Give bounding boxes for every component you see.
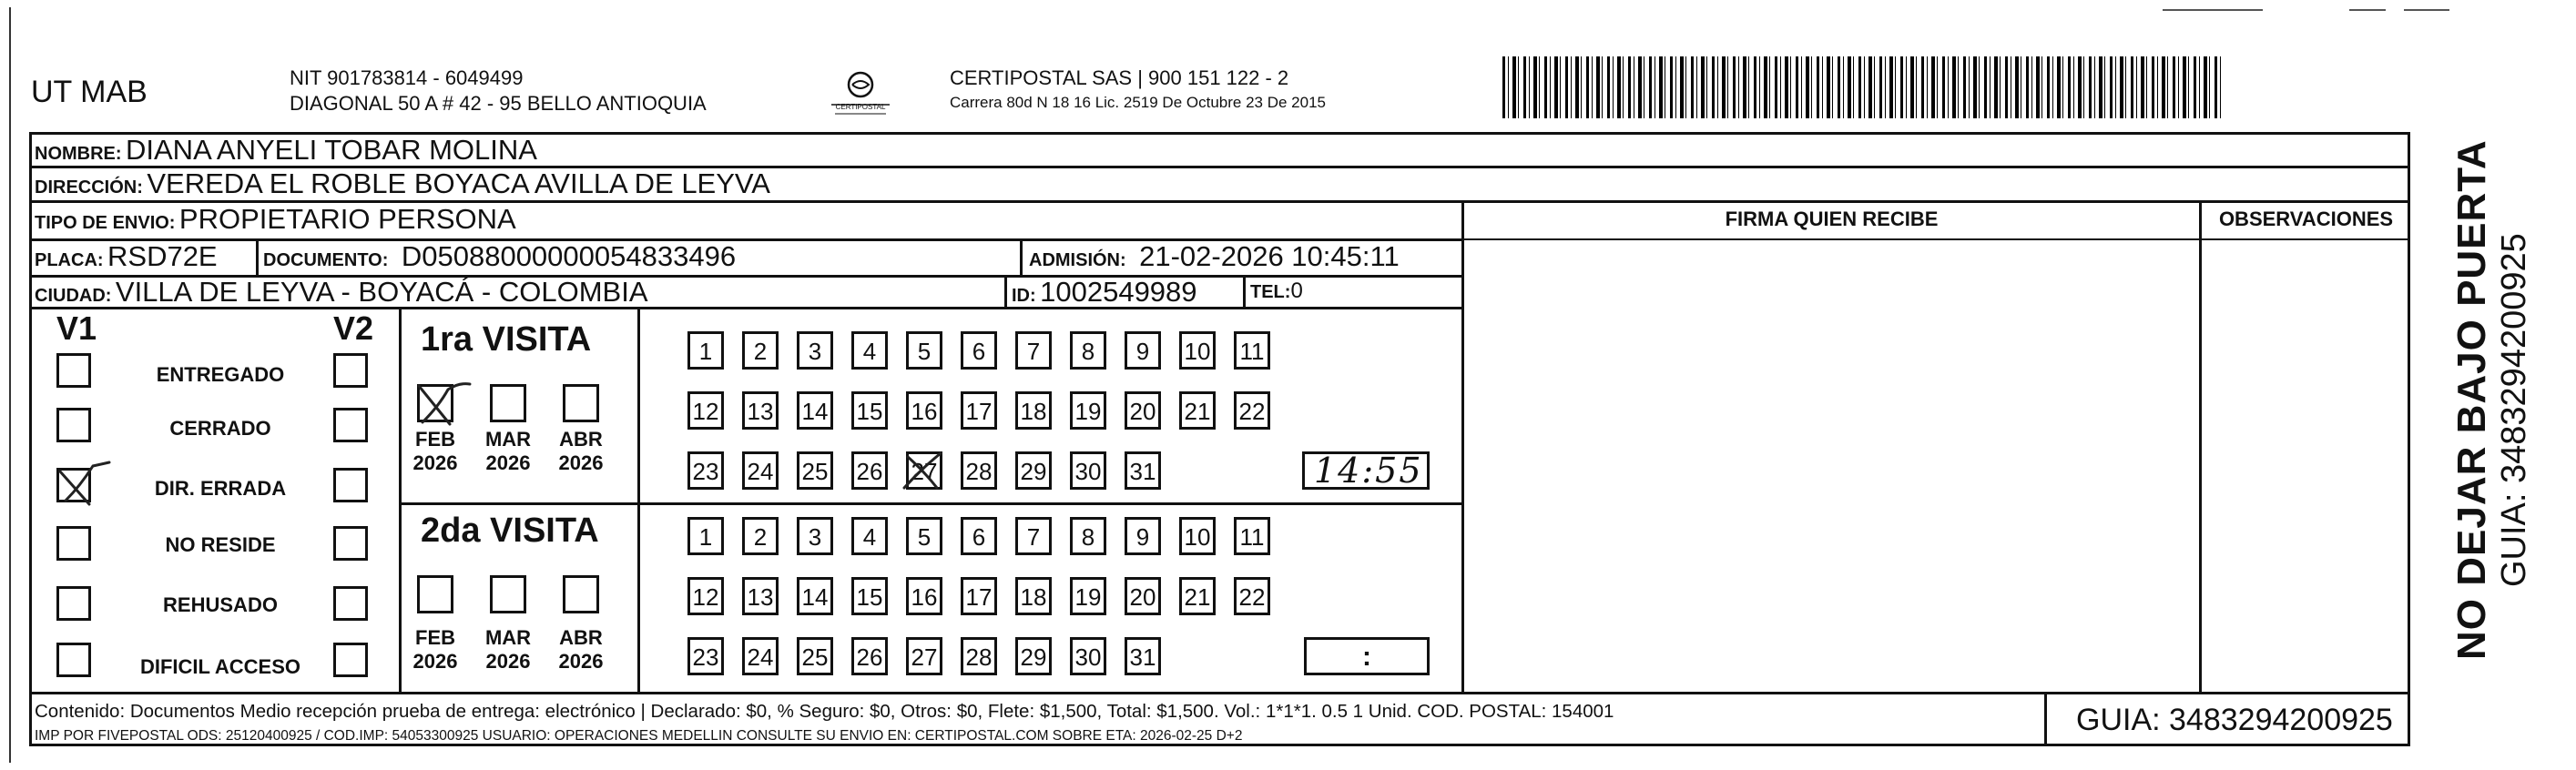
v2-checkbox-no-reside[interactable]: [333, 526, 368, 561]
visit1-day-31[interactable]: 31: [1125, 451, 1161, 490]
visit2-abr-year: 2026: [558, 650, 604, 673]
visit1-day-14[interactable]: 14: [797, 391, 833, 430]
visit1-day-27[interactable]: 27: [906, 451, 942, 490]
rule-visits: [637, 502, 1461, 505]
vrule-placa: [256, 238, 259, 275]
ciudad-row: [35, 276, 648, 309]
visit1-day-26[interactable]: 26: [851, 451, 888, 490]
visit2-day-20[interactable]: 20: [1125, 577, 1161, 615]
v1-checkbox-rehusado[interactable]: [56, 586, 91, 621]
visit2-day-9[interactable]: 9: [1125, 517, 1161, 555]
admision-label: ADMISIÓN:: [1029, 250, 1126, 270]
v1-checkbox-dificil-acceso[interactable]: [56, 643, 91, 677]
visit2-day-4[interactable]: 4: [851, 517, 888, 555]
visit1-month-abr-checkbox[interactable]: [563, 384, 599, 422]
visit1-day-1[interactable]: 1: [687, 331, 724, 370]
visit2-day-1[interactable]: 1: [687, 517, 724, 555]
vrule-observaciones: [2199, 200, 2202, 692]
visit1-day-4[interactable]: 4: [851, 331, 888, 370]
visit2-day-17[interactable]: 17: [961, 577, 997, 615]
v1-checkbox-entregado[interactable]: [56, 353, 91, 388]
visit1-day-15[interactable]: 15: [851, 391, 888, 430]
handwritten-x-mark-feb: [412, 377, 475, 428]
v2-checkbox-rehusado[interactable]: [333, 586, 368, 621]
vrule-right-panel: [1461, 200, 1464, 692]
visit1-day-23[interactable]: 23: [687, 451, 724, 490]
visit2-day-14[interactable]: 14: [797, 577, 833, 615]
rule-6: [29, 692, 2410, 694]
ciudad-value: VILLA DE LEYVA - BOYACÁ - COLOMBIA: [115, 276, 648, 308]
id-value: 1002549989: [1040, 276, 1197, 308]
visit2-mar-year: 2026: [485, 650, 531, 673]
visit2-day-11[interactable]: 11: [1234, 517, 1270, 555]
visit2-day-22[interactable]: 22: [1234, 577, 1270, 615]
visit1-day-7[interactable]: 7: [1015, 331, 1052, 370]
nombre-row: [35, 134, 537, 167]
visit1-month-mar: [479, 428, 537, 475]
status-rehusado: REHUSADO: [163, 593, 278, 616]
direccion-label: DIRECCIÓN:: [35, 177, 143, 198]
visit1-day-28[interactable]: 28: [961, 451, 997, 490]
status-cerrado: CERRADO: [169, 417, 271, 440]
rule-right-header: [1461, 238, 2410, 240]
v2-checkbox-dir-errada[interactable]: [333, 468, 368, 502]
visit2-day-2[interactable]: 2: [742, 517, 779, 555]
visit2-month-abr-checkbox[interactable]: [563, 575, 599, 613]
visit2-month-mar: [479, 626, 537, 674]
visit2-day-7[interactable]: 7: [1015, 517, 1052, 555]
top-right-dash-3: [2404, 9, 2449, 11]
visit2-day-26[interactable]: 26: [851, 637, 888, 675]
documento-row: [263, 240, 736, 273]
observaciones-header: OBSERVACIONES: [2218, 208, 2394, 230]
vrule-tel: [1243, 275, 1246, 307]
visit1-day-13[interactable]: 13: [742, 391, 779, 430]
visit1-day-21[interactable]: 21: [1179, 391, 1216, 430]
v2-label: V2: [333, 309, 374, 347]
visit2-feb-year: 2026: [412, 650, 458, 673]
v1-checkbox-cerrado[interactable]: [56, 408, 91, 442]
firma-header: FIRMA QUIEN RECIBE: [1725, 208, 1939, 230]
visit2-day-10[interactable]: 10: [1179, 517, 1216, 555]
visit1-day-10[interactable]: 10: [1179, 331, 1216, 370]
visit1-day-22[interactable]: 22: [1234, 391, 1270, 430]
visit1-day-5[interactable]: 5: [906, 331, 942, 370]
placa-row: [35, 240, 218, 273]
visit2-month-mar-checkbox[interactable]: [490, 575, 526, 613]
barcode: [1502, 56, 2222, 118]
id-row: [1012, 276, 1197, 309]
courier-name: CERTIPOSTAL SAS | 900 151 122 - 2: [950, 66, 1289, 89]
admision-value: 21-02-2026 10:45:11: [1139, 240, 1400, 272]
top-right-dash-1: [2163, 9, 2263, 11]
courier-address: Carrera 80d N 18 16 Lic. 2519 De Octubre 23 De 2015: [950, 94, 1326, 111]
visit2-day-30[interactable]: 30: [1070, 637, 1106, 675]
vrule-admision: [1020, 238, 1023, 275]
visit2-day-16[interactable]: 16: [906, 577, 942, 615]
v1-label: V1: [56, 309, 97, 347]
visit1-feb-name: FEB: [415, 428, 455, 451]
visit1-day-29[interactable]: 29: [1015, 451, 1052, 490]
v1-checkbox-no-reside[interactable]: [56, 526, 91, 561]
tel-value: 0: [1290, 279, 1303, 303]
nit: NIT 901783814 - 6049499: [290, 66, 524, 89]
visit1-title: 1ra VISITA: [421, 320, 592, 359]
visit1-day-16[interactable]: 16: [906, 391, 942, 430]
visit2-day-23[interactable]: 23: [687, 637, 724, 675]
visit2-day-24[interactable]: 24: [742, 637, 779, 675]
status-entregado: ENTREGADO: [156, 363, 285, 386]
tipo-label: TIPO DE ENVIO:: [35, 213, 176, 233]
handwritten-x-mark-day-26: [899, 448, 950, 495]
visit2-day-15[interactable]: 15: [851, 577, 888, 615]
visit1-day-12[interactable]: 12: [687, 391, 724, 430]
visit1-month-abr: [552, 428, 610, 475]
footer-imp: IMP POR FIVEPOSTAL ODS: 25120400925 / COD.IMP: 54053300925 USUARIO: OPERACIONES MEDELLIN CONSULTE SU ENVIO EN: CERTIPOSTAL.COM SOBRE ETA: 2026-02-25 D+2: [35, 728, 1243, 744]
visit2-abr-name: ABR: [559, 626, 603, 649]
vrule-status: [399, 307, 402, 692]
visit2-day-18[interactable]: 18: [1015, 577, 1052, 615]
visit2-day-8[interactable]: 8: [1070, 517, 1106, 555]
rule-status-visit: [399, 502, 637, 505]
placa-label: PLACA:: [35, 250, 104, 270]
visit2-day-3[interactable]: 3: [797, 517, 833, 555]
side-warning: NO DEJAR BAJO PUERTA: [2449, 139, 2494, 660]
footer-guia: GUIA: 3483294200925: [2076, 703, 2393, 737]
tel-row: [1250, 279, 1303, 304]
visit1-abr-year: 2026: [558, 451, 604, 474]
nombre-label: NOMBRE:: [35, 144, 122, 164]
visit2-day-31[interactable]: 31: [1125, 637, 1161, 675]
status-dificil-acceso: DIFICIL ACCESO: [139, 655, 300, 678]
documento-value: D05088000000054833496: [401, 240, 737, 272]
vrule-visit: [637, 307, 640, 692]
id-label: ID:: [1012, 286, 1036, 306]
visit1-feb-year: 2026: [412, 451, 458, 474]
visit2-day-21[interactable]: 21: [1179, 577, 1216, 615]
visit1-month-mar-checkbox[interactable]: [490, 384, 526, 422]
sender-address: DIAGONAL 50 A # 42 - 95 BELLO ANTIOQUIA: [290, 92, 707, 115]
visit1-day-6[interactable]: 6: [961, 331, 997, 370]
ciudad-label: CIUDAD:: [35, 286, 112, 306]
vrule-footer-guia: [2044, 692, 2047, 746]
visit1-day-11[interactable]: 11: [1234, 331, 1270, 370]
visit2-mar-name: MAR: [484, 626, 532, 649]
v2-checkbox-entregado[interactable]: [333, 353, 368, 388]
documento-label: DOCUMENTO:: [263, 250, 389, 270]
visit1-day-30[interactable]: 30: [1070, 451, 1106, 490]
tipo-row: [35, 203, 516, 236]
placa-value: RSD72E: [107, 240, 218, 272]
direccion-value: VEREDA EL ROBLE BOYACA AVILLA DE LEYVA: [147, 167, 770, 199]
visit2-day-6[interactable]: 6: [961, 517, 997, 555]
status-dir-errada: DIR. ERRADA: [154, 477, 287, 500]
visit2-month-feb-checkbox[interactable]: [417, 575, 453, 613]
visit2-day-13[interactable]: 13: [742, 577, 779, 615]
visit1-time-box[interactable]: [1302, 451, 1430, 490]
visit2-day-19[interactable]: 19: [1070, 577, 1106, 615]
visit1-month-feb: [406, 428, 464, 475]
v2-checkbox-dificil-acceso[interactable]: [333, 643, 368, 677]
visit2-day-27[interactable]: 27: [906, 637, 942, 675]
logo-caption: CERTIPOSTAL: [835, 103, 886, 111]
v2-checkbox-cerrado[interactable]: [333, 408, 368, 442]
visit2-time: :: [1362, 642, 1371, 672]
visit2-day-12[interactable]: 12: [687, 577, 724, 615]
nombre-value: DIANA ANYELI TOBAR MOLINA: [126, 134, 537, 166]
top-right-dash-2: [2349, 9, 2386, 11]
visit1-day-18[interactable]: 18: [1015, 391, 1052, 430]
visit1-time: 14:55: [1314, 451, 1423, 491]
visit1-abr-name: ABR: [559, 428, 603, 451]
top-left-line: [9, 7, 13, 763]
visit2-day-5[interactable]: 5: [906, 517, 942, 555]
visit2-month-abr: [552, 626, 610, 674]
visit1-day-24[interactable]: 24: [742, 451, 779, 490]
visit2-day-25[interactable]: 25: [797, 637, 833, 675]
tipo-value: PROPIETARIO PERSONA: [178, 203, 516, 235]
visit1-day-2[interactable]: 2: [742, 331, 779, 370]
admision-row: [1029, 240, 1400, 273]
visit1-day-19[interactable]: 19: [1070, 391, 1106, 430]
visit1-day-9[interactable]: 9: [1125, 331, 1161, 370]
handwritten-x-mark-dir-errada: [53, 459, 117, 510]
status-no-reside: NO RESIDE: [165, 533, 276, 556]
visit2-feb-name: FEB: [415, 626, 455, 649]
visit2-day-29[interactable]: 29: [1015, 637, 1052, 675]
visit1-day-3[interactable]: 3: [797, 331, 833, 370]
visit1-day-20[interactable]: 20: [1125, 391, 1161, 430]
visit1-day-8[interactable]: 8: [1070, 331, 1106, 370]
visit2-title: 2da VISITA: [421, 512, 599, 550]
visit2-day-28[interactable]: 28: [961, 637, 997, 675]
visit1-mar-year: 2026: [485, 451, 531, 474]
vrule-id: [1004, 275, 1007, 307]
visit1-mar-name: MAR: [484, 428, 532, 451]
visit1-day-17[interactable]: 17: [961, 391, 997, 430]
direccion-row: [35, 167, 770, 200]
visit1-day-25[interactable]: 25: [797, 451, 833, 490]
side-guia: GUIA: 3483294200925: [2495, 233, 2533, 587]
tel-label: TEL:: [1250, 282, 1291, 302]
visit2-month-feb: [406, 626, 464, 674]
company-short: UT MAB: [31, 75, 148, 109]
footer-contenido: Contenido: Documentos Medio recepción prueba de entrega: electrónico | Declarado: $0, % Seguro: $0, Otros: $0, Flete: $1,500, Total: $1,500. Vol.: 1*1*1. 0.5 1 Unid. COD. POSTAL: 154001: [35, 701, 1614, 722]
visit2-time-box[interactable]: [1304, 637, 1430, 675]
certipostal-logo: [824, 68, 897, 118]
